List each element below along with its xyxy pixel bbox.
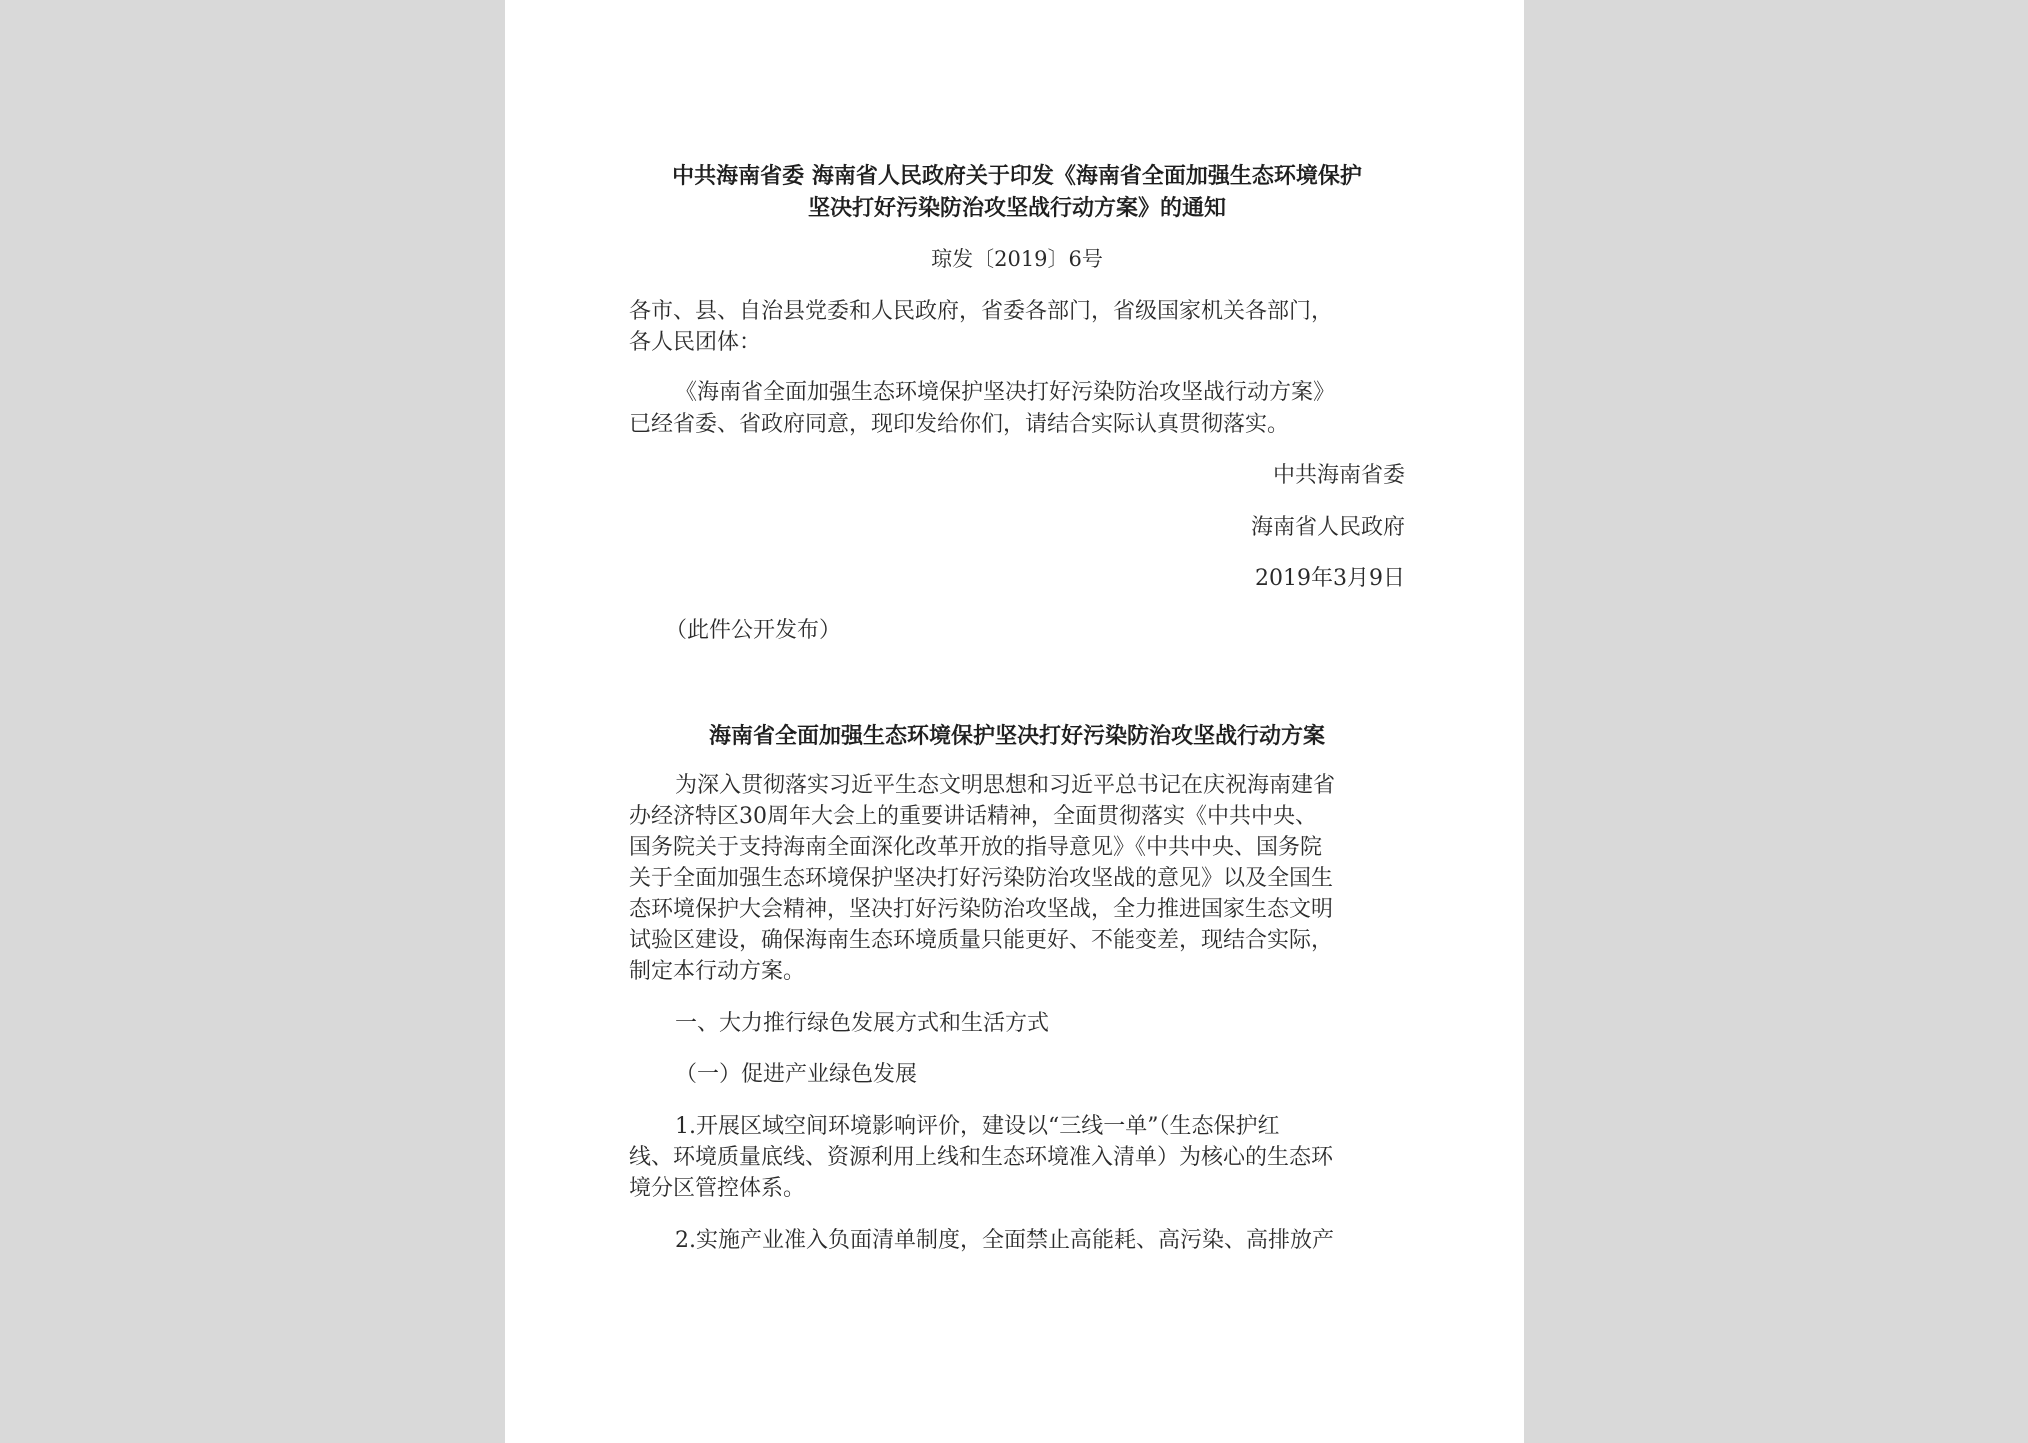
notice-title-line-2: 坚决打好污染防治攻坚战行动方案》的通知 (807, 196, 1226, 221)
addressee-line-1: 各市、县、自治县党委和人民政府，省委各部门，省级国家机关各部门， (629, 299, 1334, 324)
intro-line: 态环境保护大会精神，坚决打好污染防治攻坚战，全力推进国家生态文明 (629, 897, 1334, 922)
document-page[interactable] (505, 0, 1524, 1443)
signature-government: 海南省人民政府 (1250, 515, 1405, 540)
section-heading-1: 一、大力推行绿色发展方式和生活方式 (675, 1011, 1050, 1036)
notice-body-line-1: 《海南省全面加强生态环境保护坚决打好污染防治攻坚战行动方案》 (675, 380, 1336, 405)
addressee-line-2: 各人民团体： (629, 330, 762, 355)
notice-title-line-1: 中共海南省委 海南省人民政府关于印发《海南省全面加强生态环境保护 (672, 164, 1362, 189)
notice-body-line-2: 已经省委、省政府同意，现印发给你们，请结合实际认真贯彻落实。 (629, 412, 1290, 437)
intro-line: 制定本行动方案。 (629, 959, 806, 984)
intro-line: 国务院关于支持海南全面深化改革开放的指导意见》《中共中央、国务院 (629, 835, 1323, 860)
signature-party-committee: 中共海南省委 (1272, 463, 1405, 488)
intro-line: 关于全面加强生态环境保护坚决打好污染防治攻坚战的意见》以及全国生 (629, 866, 1334, 891)
document-number: 琼发〔2019〕6号 (931, 247, 1103, 271)
item-2-line: 2.实施产业准入负面清单制度，全面禁止高能耗、高污染、高排放产 (675, 1228, 1334, 1253)
signature-date: 2019年3月9日 (1255, 566, 1405, 591)
subsection-heading-1: （一）促进产业绿色发展 (675, 1062, 918, 1087)
item-1-line: 线、环境质量底线、资源利用上线和生态环境准入清单）为核心的生态环 (629, 1145, 1334, 1170)
plan-title: 海南省全面加强生态环境保护坚决打好污染防治攻坚战行动方案 (708, 724, 1325, 749)
intro-line: 办经济特区30周年大会上的重要讲话精神，全面贯彻落实《中共中央、 (629, 804, 1317, 829)
intro-line: 试验区建设，确保海南生态环境质量只能更好、不能变差，现结合实际， (629, 928, 1334, 953)
publish-note: （此件公开发布） (665, 618, 842, 643)
item-1-line: 境分区管控体系。 (629, 1176, 806, 1201)
item-1-line: 1.开展区域空间环境影响评价，建设以“三线一单”（生态保护红 (675, 1114, 1280, 1139)
intro-line: 为深入贯彻落实习近平生态文明思想和习近平总书记在庆祝海南建省 (675, 773, 1336, 798)
